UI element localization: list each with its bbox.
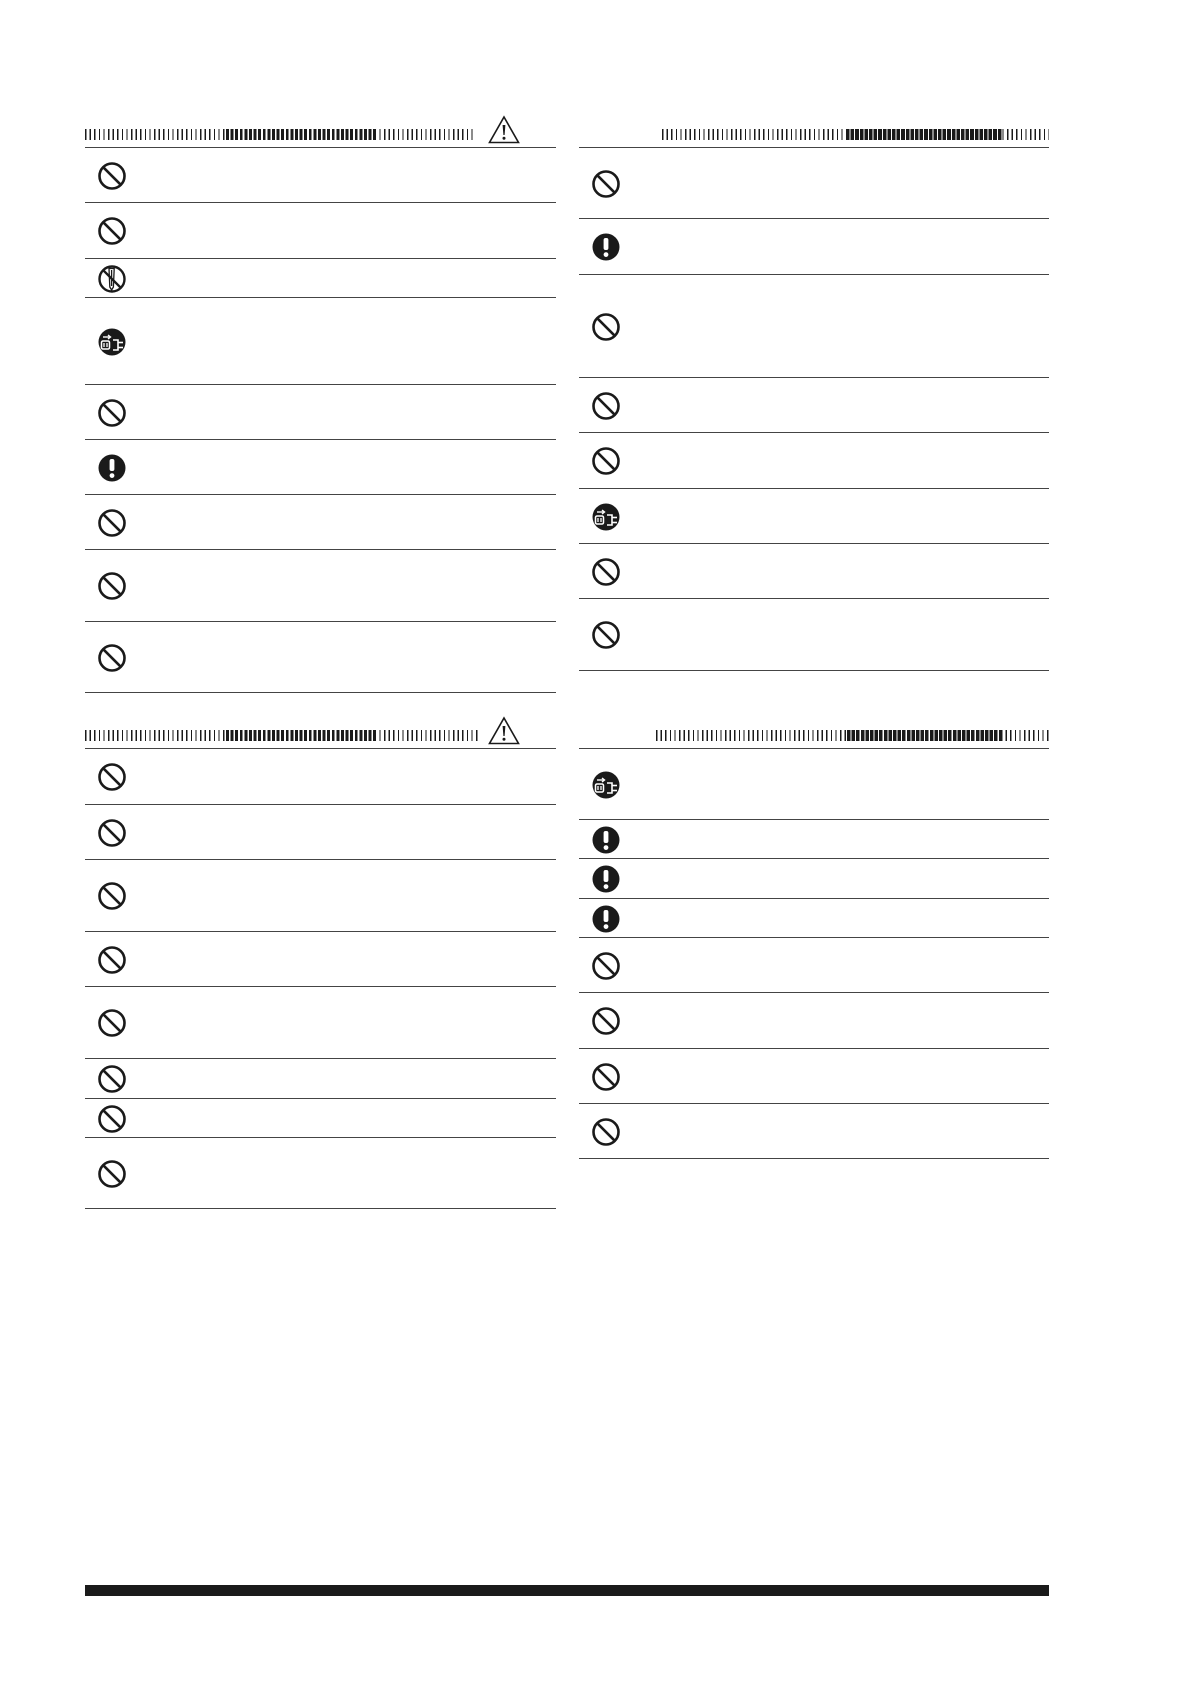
prohibition-icon bbox=[97, 1159, 127, 1189]
safety-row bbox=[85, 259, 556, 298]
prohibition-icon bbox=[97, 161, 127, 191]
safety-row bbox=[579, 489, 1049, 544]
mandatory-action-icon bbox=[591, 232, 621, 262]
safety-row bbox=[85, 440, 556, 495]
safety-row bbox=[579, 275, 1049, 378]
safety-row bbox=[579, 599, 1049, 671]
prohibition-icon bbox=[97, 1008, 127, 1038]
safety-row bbox=[85, 749, 556, 805]
prohibition-icon bbox=[97, 881, 127, 911]
prohibition-icon bbox=[97, 1064, 127, 1094]
header-hatch-bar-bold bbox=[847, 730, 1003, 741]
prohibition-icon bbox=[97, 508, 127, 538]
safety-row bbox=[579, 1104, 1049, 1159]
safety-row bbox=[579, 859, 1049, 899]
safety-section-left-top bbox=[85, 115, 556, 693]
prohibition-icon bbox=[591, 1006, 621, 1036]
section-header bbox=[579, 115, 1049, 148]
safety-row bbox=[579, 378, 1049, 433]
safety-row bbox=[579, 433, 1049, 489]
safety-row bbox=[85, 298, 556, 385]
safety-section-right-bottom bbox=[579, 716, 1049, 1159]
prohibition-icon bbox=[97, 643, 127, 673]
warning-triangle-icon bbox=[488, 716, 520, 746]
do-not-disassemble-icon bbox=[97, 264, 127, 294]
prohibition-icon bbox=[591, 391, 621, 421]
safety-row bbox=[85, 932, 556, 987]
unplug-icon bbox=[97, 327, 127, 357]
safety-row bbox=[85, 1099, 556, 1138]
safety-row bbox=[579, 938, 1049, 993]
safety-section-left-bottom bbox=[85, 716, 556, 1209]
section-header bbox=[85, 115, 556, 148]
safety-row bbox=[579, 219, 1049, 275]
prohibition-icon bbox=[591, 620, 621, 650]
safety-row bbox=[85, 203, 556, 259]
safety-row bbox=[85, 805, 556, 860]
header-hatch-bar-bold bbox=[226, 730, 377, 741]
safety-row bbox=[85, 148, 556, 203]
header-hatch-bar-bold bbox=[226, 129, 377, 140]
safety-row bbox=[579, 1049, 1049, 1104]
prohibition-icon bbox=[97, 762, 127, 792]
prohibition-icon bbox=[591, 557, 621, 587]
section-header bbox=[85, 716, 556, 749]
prohibition-icon bbox=[97, 571, 127, 601]
unplug-icon bbox=[591, 502, 621, 532]
safety-row bbox=[85, 987, 556, 1059]
safety-row bbox=[579, 899, 1049, 938]
unplug-icon bbox=[591, 770, 621, 800]
safety-row bbox=[579, 820, 1049, 859]
prohibition-icon bbox=[591, 951, 621, 981]
safety-row bbox=[85, 1059, 556, 1099]
safety-row bbox=[85, 622, 556, 693]
prohibition-icon bbox=[97, 398, 127, 428]
mandatory-action-icon bbox=[591, 825, 621, 855]
safety-row bbox=[85, 1138, 556, 1209]
safety-row bbox=[579, 148, 1049, 219]
prohibition-icon bbox=[591, 1062, 621, 1092]
mandatory-action-icon bbox=[591, 864, 621, 894]
mandatory-action-icon bbox=[97, 453, 127, 483]
prohibition-icon bbox=[97, 945, 127, 975]
prohibition-icon bbox=[591, 446, 621, 476]
safety-row bbox=[85, 385, 556, 440]
safety-row bbox=[579, 749, 1049, 820]
safety-row bbox=[579, 544, 1049, 599]
safety-row bbox=[85, 495, 556, 550]
safety-row bbox=[85, 860, 556, 932]
prohibition-icon bbox=[591, 312, 621, 342]
section-header bbox=[579, 716, 1049, 749]
prohibition-icon bbox=[591, 169, 621, 199]
safety-section-right-top bbox=[579, 115, 1049, 671]
page-bottom-rule bbox=[85, 1585, 1049, 1596]
prohibition-icon bbox=[97, 818, 127, 848]
prohibition-icon bbox=[591, 1117, 621, 1147]
safety-row bbox=[579, 993, 1049, 1049]
mandatory-action-icon bbox=[591, 904, 621, 934]
header-hatch-bar-bold bbox=[847, 129, 1003, 140]
warning-triangle-icon bbox=[488, 115, 520, 145]
prohibition-icon bbox=[97, 1104, 127, 1134]
safety-row bbox=[85, 550, 556, 622]
prohibition-icon bbox=[97, 216, 127, 246]
